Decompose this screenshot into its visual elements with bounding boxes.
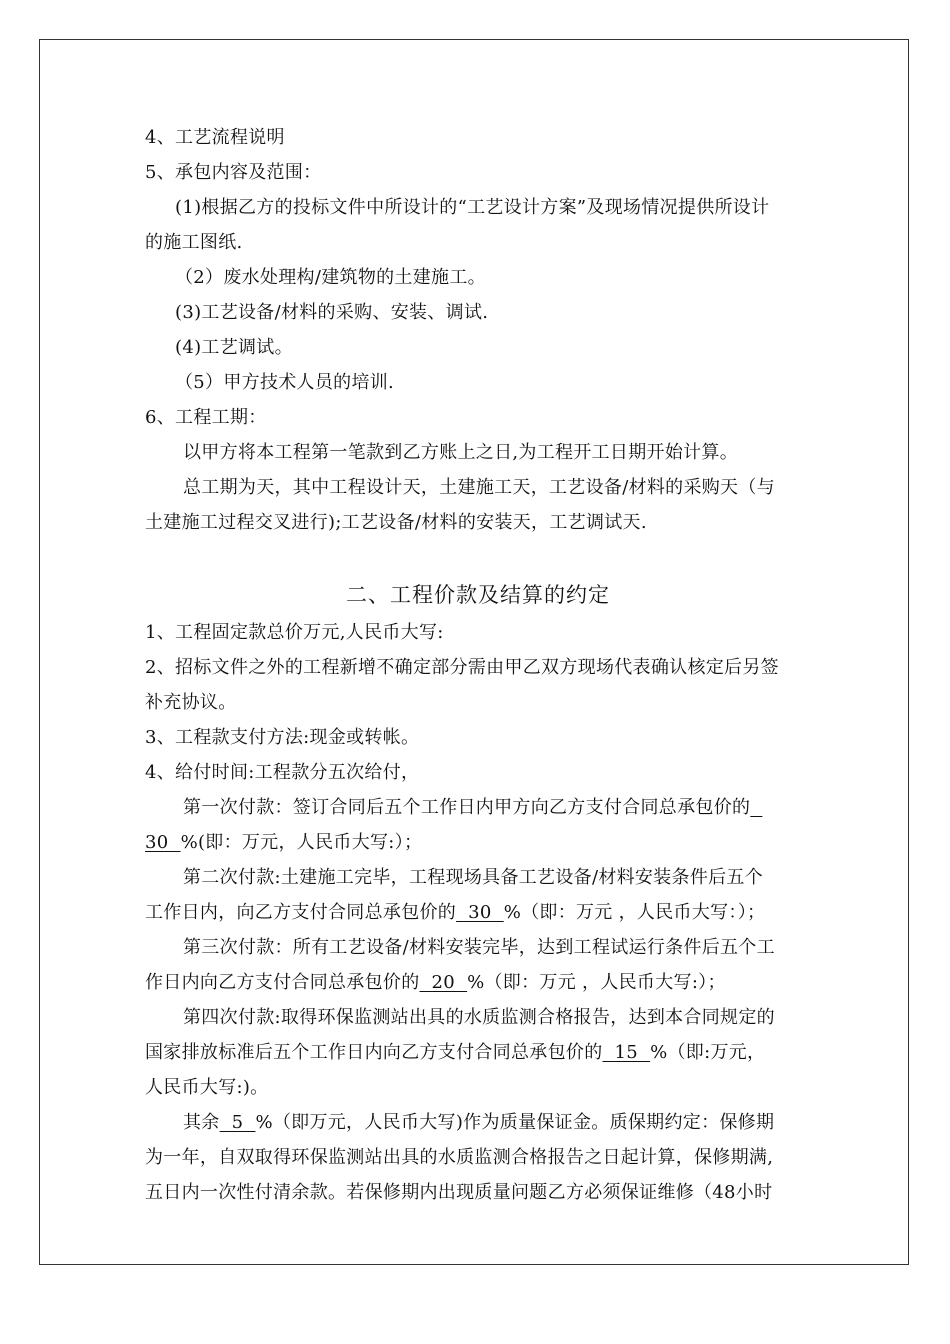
scope-1-line1: (1)根据乙方的投标文件中所设计的“工艺设计方案”及现场情况提供所设计	[175, 197, 770, 218]
payment-3-tail: %（即：万元 ，人民币大写:）；	[467, 972, 726, 993]
section-2-title: 二、工程价款及结算的约定	[346, 583, 610, 607]
payment-4-tail: %（即:万元，	[650, 1042, 766, 1063]
payment-4-text: 国家排放标准后五个工作日内向乙方支付合同总承包价的	[145, 1042, 603, 1063]
payment-3-percent: 20	[419, 972, 468, 993]
payment-4-line1: 第四次付款:取得环保监测站出具的水质监测合格报告，达到本合同规定的	[183, 1007, 775, 1028]
clause-3: 3、工程款支付方法:现金或转帐。	[145, 727, 420, 748]
payment-1-line1	[145, 790, 811, 825]
schedule-para-2-line2: 土建施工过程交叉进行);工艺设备/材料的安装天，工艺调试天.	[145, 512, 647, 533]
payment-2-percent: 30	[456, 902, 504, 923]
payment-1-percent-pad	[169, 832, 181, 853]
payment-1-line2	[145, 825, 811, 860]
scope-3: (3)工艺设备/材料的采购、安装、调试.	[175, 302, 489, 323]
scope-2: （2）废水处理构/建筑物的土建施工。	[175, 267, 486, 288]
payment-2-line2	[145, 895, 811, 930]
item-5: 5、承包内容及范围：	[145, 162, 322, 183]
payment-1-percent: 30	[145, 832, 169, 853]
payment-2-line1: 第二次付款:土建施工完毕，工程现场具备工艺设备/材料安装条件后五个	[183, 867, 764, 888]
remainder-tail: %（即万元，人民币大写)作为质量保证金。质保期约定：保修期	[255, 1112, 775, 1133]
remainder-text: 其余	[183, 1112, 220, 1133]
remainder-line3: 五日内一次性付清余款。若保修期内出现质量问题乙方必须保证维修（48小时	[145, 1182, 773, 1203]
item-4: 4、工艺流程说明	[145, 127, 285, 148]
payment-4-percent: 15	[602, 1042, 651, 1063]
schedule-para-1: 以甲方将本工程第一笔款到乙方账上之日,为工程开工日期开始计算。	[183, 442, 739, 463]
clause-4: 4、给付时间:工程款分五次给付，	[145, 762, 420, 783]
clause-2-line2: 补充协议。	[145, 692, 237, 713]
payment-3-line2	[145, 965, 811, 1000]
payment-2-text: 工作日内，向乙方支付合同总承包价的	[145, 902, 457, 923]
clause-2-line1: 2、招标文件之外的工程新增不确定部分需由甲乙双方现场代表确认核定后另签	[145, 657, 779, 678]
scope-4: (4)工艺调试。	[175, 337, 293, 358]
schedule-para-2-line1: 总工期为天，其中工程设计天，土建施工天，工艺设备/材料的采购天（与	[183, 477, 775, 498]
payment-2-tail: %（即：万元 ，人民币大写：）；	[503, 902, 766, 923]
clause-1: 1、工程固定款总价万元,人民币大写:	[145, 622, 444, 643]
payment-3-text: 作日内向乙方支付合同总承包价的	[145, 972, 420, 993]
item-6: 6、工程工期：	[145, 407, 267, 428]
payment-1-tail: %(即：万元，人民币大写:）；	[180, 832, 423, 853]
payment-4-line3: 人民币大写:)。	[145, 1077, 269, 1098]
remainder-line1	[145, 1105, 811, 1140]
remainder-percent: 5	[219, 1112, 256, 1133]
scope-1-line2: 的施工图纸.	[145, 232, 243, 253]
payment-1-text: 第一次付款：签订合同后五个工作日内甲方向乙方支付合同总承包价的	[183, 797, 751, 818]
payment-1-blank	[750, 797, 762, 818]
scope-5: （5）甲方技术人员的培训.	[175, 372, 395, 393]
remainder-line2: 为一年，自双取得环保监测站出具的水质监测合格报告之日起计算，保修期满,	[145, 1147, 774, 1168]
payment-4-line2	[145, 1035, 811, 1070]
document-body	[145, 120, 811, 1210]
payment-3-line1: 第三次付款：所有工艺设备/材料安装完毕，达到工程试运行条件后五个工	[183, 937, 775, 958]
